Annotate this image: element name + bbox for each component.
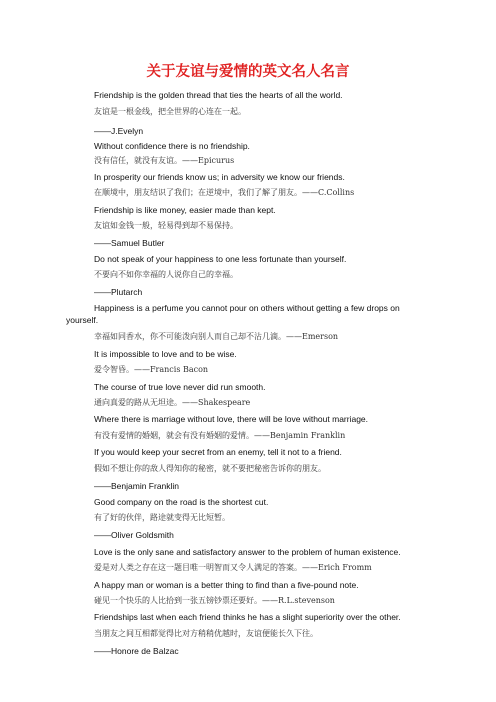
quote-chinese: 假如不想让你的敌人得知你的秘密，就不要把秘密告诉你的朋友。	[94, 464, 326, 473]
quote-chinese: 当朋友之间互相都觉得比对方稍稍优越时，友谊便能长久下往。	[94, 629, 318, 638]
quote-chinese: 友谊是一根金线，把全世界的心连在一起。	[94, 107, 246, 116]
quote-chinese: 通向真爱的路从无坦途。——Shakespeare	[94, 398, 251, 407]
quote-author: ——J.Evelyn	[94, 126, 144, 136]
quote-english: Do not speak of your happiness to one less fortunate than yourself.	[94, 254, 347, 264]
quote-english: If you would keep your secret from an enemy, tell it not to a friend.	[94, 447, 342, 457]
quote-chinese: 有了好的伙伴，路途就变得无比短暂。	[94, 513, 230, 522]
quote-english: Happiness is a perfume you cannot pour on others without getting a few drops on	[94, 303, 400, 313]
quote-chinese: 爱是对人类之存在这一题目唯一明智而又令人满足的答案。——Erich Fromm	[94, 563, 372, 572]
quote-chinese: 在顺境中，朋友结识了我们；在逆境中，我们了解了朋友。——C.Collins	[94, 188, 355, 197]
quote-english: It is impossible to love and to be wise.	[94, 349, 237, 359]
quote-english: Friendship is the golden thread that ties the hearts of all the world.	[94, 90, 343, 100]
quote-english: Friendship is like money, easier made than kept.	[94, 205, 276, 215]
quote-english: Love is the only sane and satisfactory answer to the problem of human existence.	[94, 547, 401, 557]
quote-chinese: 碰见一个快乐的人比拾到一张五镑钞票还要好。——R.L.stevenson	[94, 596, 335, 605]
quote-chinese: 没有信任，就没有友谊。——Epicurus	[94, 156, 235, 165]
page-title: 关于友谊与爱情的英文名人名言	[146, 64, 350, 80]
quote-author: ——Benjamin Franklin	[94, 481, 180, 491]
quote-chinese: 有没有爱情的婚姻，就会有没有婚姻的爱情。——Benjamin Franklin	[94, 431, 346, 440]
quote-english: In prosperity our friends know us; in adversity we know our friends.	[94, 172, 345, 182]
quote-author: ——Plutarch	[94, 287, 143, 297]
quote-author: ——Samuel Butler	[94, 238, 165, 248]
quote-english: Friendships last when each friend thinks he has a slight superiority over the other.	[94, 612, 401, 622]
quote-author: ——Oliver Goldsmith	[94, 530, 174, 540]
quote-english: Good company on the road is the shortest cut.	[94, 497, 269, 507]
quote-english-continued: yourself.	[66, 315, 99, 325]
quote-chinese: 友谊如金钱一般，轻易得到却不易保持。	[94, 221, 238, 230]
quote-chinese: 不要向不如你幸福的人说你自己的幸福。	[94, 270, 238, 279]
quote-english: A happy man or woman is a better thing to find than a five-pound note.	[94, 580, 359, 590]
quote-chinese: 爱令智昏。——Francis Bacon	[94, 365, 209, 374]
quote-english: The course of true love never did run smooth.	[94, 382, 266, 392]
quote-english: Without confidence there is no friendship.	[94, 141, 250, 151]
quote-english: Where there is marriage without love, there will be love without marriage.	[94, 414, 369, 424]
quote-chinese: 幸福如同香水，你不可能泼向别人而自己却不沾几滴。——Emerson	[94, 332, 339, 341]
quote-author: ——Honore de Balzac	[94, 646, 179, 656]
